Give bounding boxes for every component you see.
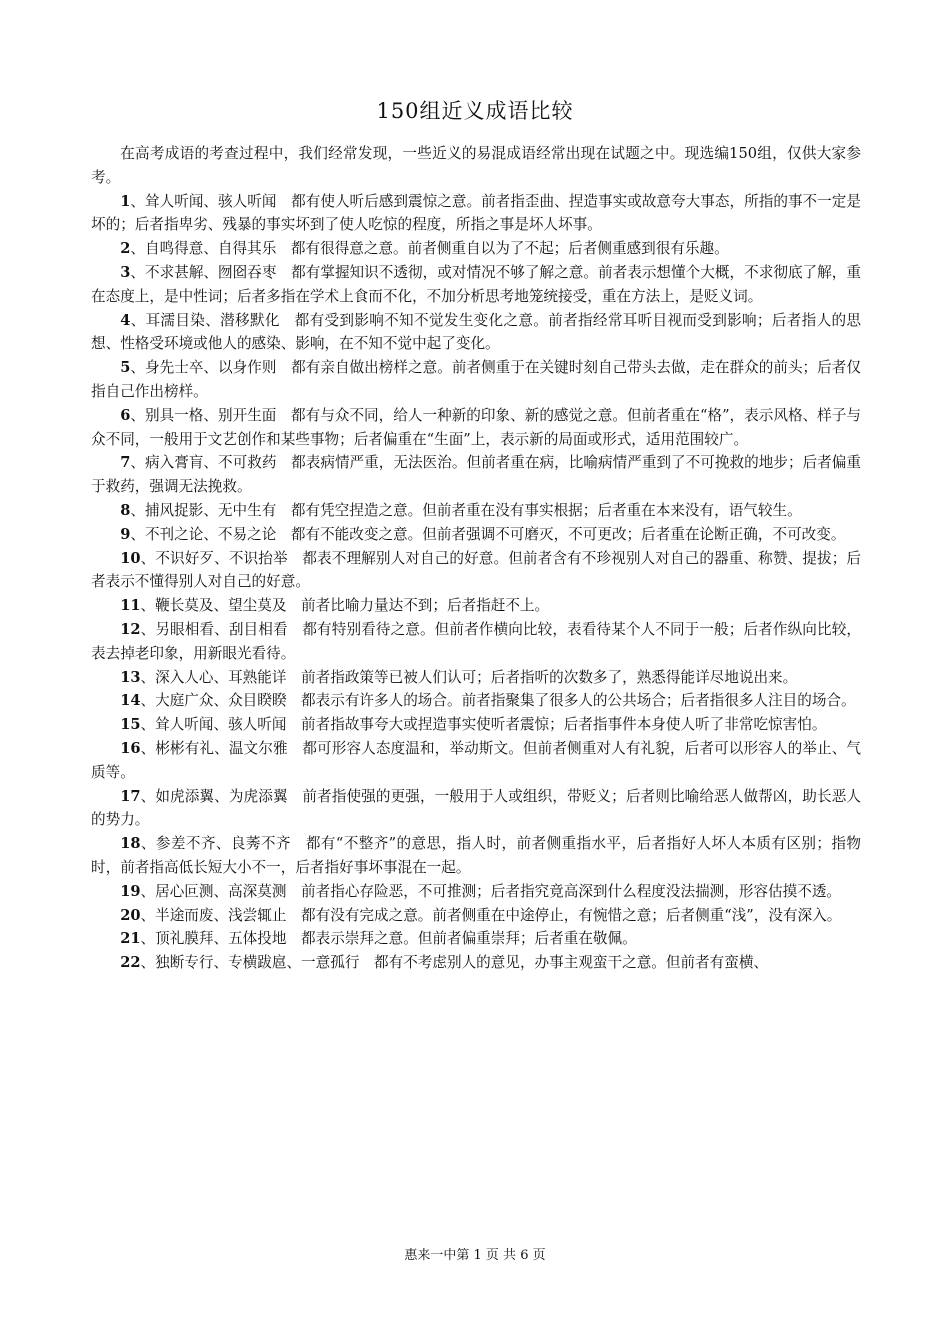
list-item [91,737,861,785]
item-text: 、居心叵测、高深莫测 前者指心存险恶，不可推测；后者指究竟高深到什么程度没法揣测，形容估摸不透。 [140,882,842,900]
item-text: 、身先士卒、以身作则 都有亲自做出榜样之意。前者侧重于在关键时刻自己带头去做，走在群众的前头；后者仅指自己作出榜样。 [91,359,861,400]
item-number: 6 [120,406,131,424]
item-text: 、半途而废、浅尝辄止 都有没有完成之意。前者侧重在中途停止，有惋惜之意；后者侧重“浅”，没有深入。 [140,906,842,924]
list-item [91,618,861,666]
item-number: 2 [120,240,131,258]
intro-paragraph: 在高考成语的考查过程中，我们经常发现，一些近义的易混成语经常出现在试题之中。现选编150组，仅供大家参考。 [91,145,861,186]
list-item [91,904,861,928]
item-number: 11 [120,597,141,615]
item-number: 18 [120,835,141,853]
item-number: 17 [120,787,141,805]
item-text: 、别具一格、别开生面 都有与众不同，给人一种新的印象、新的感觉之意。但前者重在“格”，表示风格、样子与众不同，一般用于文艺创作和某些事物；后者偏重在“生面”上，表示新的局面或形式，适用范围较广。 [91,406,861,448]
item-text: 、自鸣得意、自得其乐 都有很得意之意。前者侧重自以为了不起；后者侧重感到很有乐趣。 [130,240,729,258]
item-text: 、参差不齐、良莠不齐 都有“不整齐”的意思，指人时，前者侧重指水平，后者指好人坏人本质有区别；指物时，前者指高低长短大小不一，后者指好事坏事混在一起。 [91,835,861,876]
item-text: 、鞭长莫及、望尘莫及 前者比喻力量达不到；后者指赶不上。 [140,597,550,615]
item-text: 、如虎添翼、为虎添翼 前者指使强的更强，一般用于人或组织，带贬义；后者则比喻给恶人做帮凶，助长恶人的势力。 [91,787,861,829]
list-item [91,713,861,737]
item-text: 、不求甚解、囫囵吞枣 都有掌握知识不透彻，或对情况不够了解之意。前者表示想懂个大概，不求彻底了解，重在态度上，是中性词；后者多指在学术上食而不化，不加分析思考地笼统接受，重在方法上，是贬义词。 [91,263,861,305]
item-text: 、独断专行、专横跋扈、一意孤行 都有不考虑别人的意见，办事主观蛮干之意。但前者有蛮横、 [140,954,769,972]
item-text: 、耳濡目染、潜移默化 都有受到影响不知不觉发生变化之意。前者指经常耳听目视而受到影响；后者指人的思想、性格受环境或他人的感染、影响，在不知不觉中起了变化。 [91,311,861,353]
item-number: 4 [120,311,131,329]
list-item [91,666,861,690]
list-item [91,237,861,261]
list-item [91,689,861,713]
list-item [91,404,861,452]
list-item [91,190,861,238]
item-number: 7 [120,454,131,472]
item-number: 10 [120,549,141,567]
list-item [91,523,861,547]
list-item [91,832,861,880]
list-item [91,309,861,357]
item-text: 、捕风捉影、无中生有 都有凭空捏造之意。但前者重在没有事实根据；后者重在本来没有，语气较生。 [130,501,802,519]
page-title: 150组近义成语比较 [376,99,574,123]
item-number: 12 [120,620,141,638]
item-list [91,190,861,975]
list-item [91,880,861,904]
item-number: 5 [120,359,131,377]
list-item [91,927,861,951]
item-number: 1 [120,192,131,210]
item-number: 15 [120,716,141,734]
item-text: 、另眼相看、刮目相看 都有特别看待之意。但前者作横向比较，表看待某个人不同于一般；后者作纵向比较，表去掉老印象，用新眼光看待。 [91,620,861,662]
item-number: 21 [120,930,141,948]
item-text: 、耸人听闻、骇人听闻 前者指故事夸大或捏造事实使听者震惊；后者指事件本身使人听了非常吃惊害怕。 [140,716,827,734]
item-number: 3 [120,263,131,281]
item-text: 、不识好歹、不识抬举 都表不理解别人对自己的好意。但前者含有不珍视别人对自己的器重、称赞、提拔；后者表示不懂得别人对自己的好意。 [91,549,861,591]
item-number: 16 [120,739,141,757]
item-text: 、顶礼膜拜、五体投地 都表示崇拜之意。但前者偏重崇拜；后者重在敬佩。 [140,930,637,948]
item-text: 、大庭广众、众目睽睽 都表示有许多人的场合。前者指聚集了很多人的公共场合；后者指很多人注目的场合。 [140,692,856,710]
item-number: 20 [120,906,141,924]
item-number: 8 [120,501,131,519]
list-item [91,951,861,975]
item-number: 19 [120,882,141,900]
list-item [91,261,861,309]
item-number: 9 [120,525,131,543]
page-footer: 惠来一中第 1 页 共 6 页 [404,1248,546,1263]
item-number: 14 [120,692,141,710]
item-text: 、深入人心、耳熟能详 前者指政策等已被人们认可；后者指听的次数多了，熟悉得能详尽地说出来。 [140,668,798,686]
list-item [91,547,861,595]
item-text: 、彬彬有礼、温文尔雅 都可形容人态度温和，举动斯文。但前者侧重对人有礼貌，后者可以形容人的举止、气质等。 [91,739,861,781]
document-body [91,142,861,975]
item-text: 、耸人听闻、骇人听闻 都有使人听后感到震惊之意。前者指歪曲、捏造事实或故意夸大事态，所指的事不一定是坏的；后者指卑劣、残暴的事实坏到了使人吃惊的程度，所指之事是坏人坏事。 [91,192,861,234]
item-number: 22 [120,954,141,972]
list-item [91,356,861,404]
item-number: 13 [120,668,141,686]
item-text: 、病入膏肓、不可救药 都表病情严重，无法医治。但前者重在病，比喻病情严重到了不可挽救的地步；后者偏重于救药，强调无法挽救。 [91,454,861,496]
list-item [91,594,861,618]
item-text: 、不刊之论、不易之论 都有不能改变之意。但前者强调不可磨灭，不可更改；后者重在论断正确，不可改变。 [130,525,846,543]
list-item [91,499,861,523]
list-item [91,785,861,833]
list-item [91,451,861,499]
